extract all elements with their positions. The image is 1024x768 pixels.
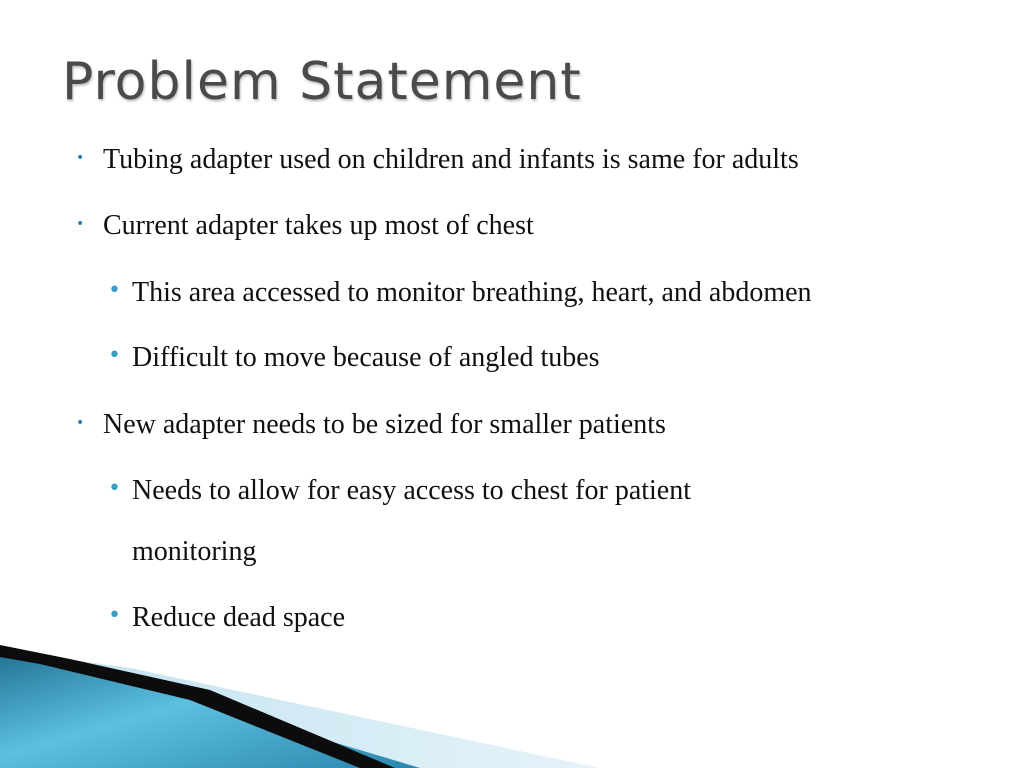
- bullet-item: [76, 209, 534, 243]
- bullet-item: [76, 408, 666, 442]
- bullet-text: Tubing adapter used on children and infants is same for adults: [103, 144, 799, 175]
- bullet-text: Reduce dead space: [132, 602, 345, 633]
- sub-bullet-item: [108, 276, 812, 310]
- bullet-text: Difficult to move because of angled tubes: [132, 342, 600, 373]
- sub-bullet-dot-icon: •: [108, 278, 121, 303]
- bullet-dot-icon: •: [76, 150, 85, 166]
- sub-bullet-item: [108, 474, 692, 508]
- bullet-continuation: [132, 535, 256, 569]
- bullet-text: Current adapter takes up most of chest: [103, 210, 534, 241]
- sub-bullet-dot-icon: •: [108, 603, 121, 628]
- slide-title: Problem Statement: [62, 52, 582, 112]
- sub-bullet-dot-icon: •: [108, 476, 121, 501]
- bullet-text: Needs to allow for easy access to chest for patient: [132, 475, 692, 506]
- bullet-dot-icon: •: [76, 216, 85, 232]
- bullet-item: [76, 143, 799, 177]
- bullet-text: New adapter needs to be sized for smaller patients: [103, 409, 666, 440]
- bullet-text: This area accessed to monitor breathing, heart, and abdomen: [132, 277, 812, 308]
- bullet-text: monitoring: [132, 536, 257, 567]
- bullet-dot-icon: •: [76, 415, 85, 431]
- sub-bullet-dot-icon: •: [108, 343, 121, 368]
- sub-bullet-item: [108, 601, 345, 635]
- sub-bullet-item: [108, 341, 600, 375]
